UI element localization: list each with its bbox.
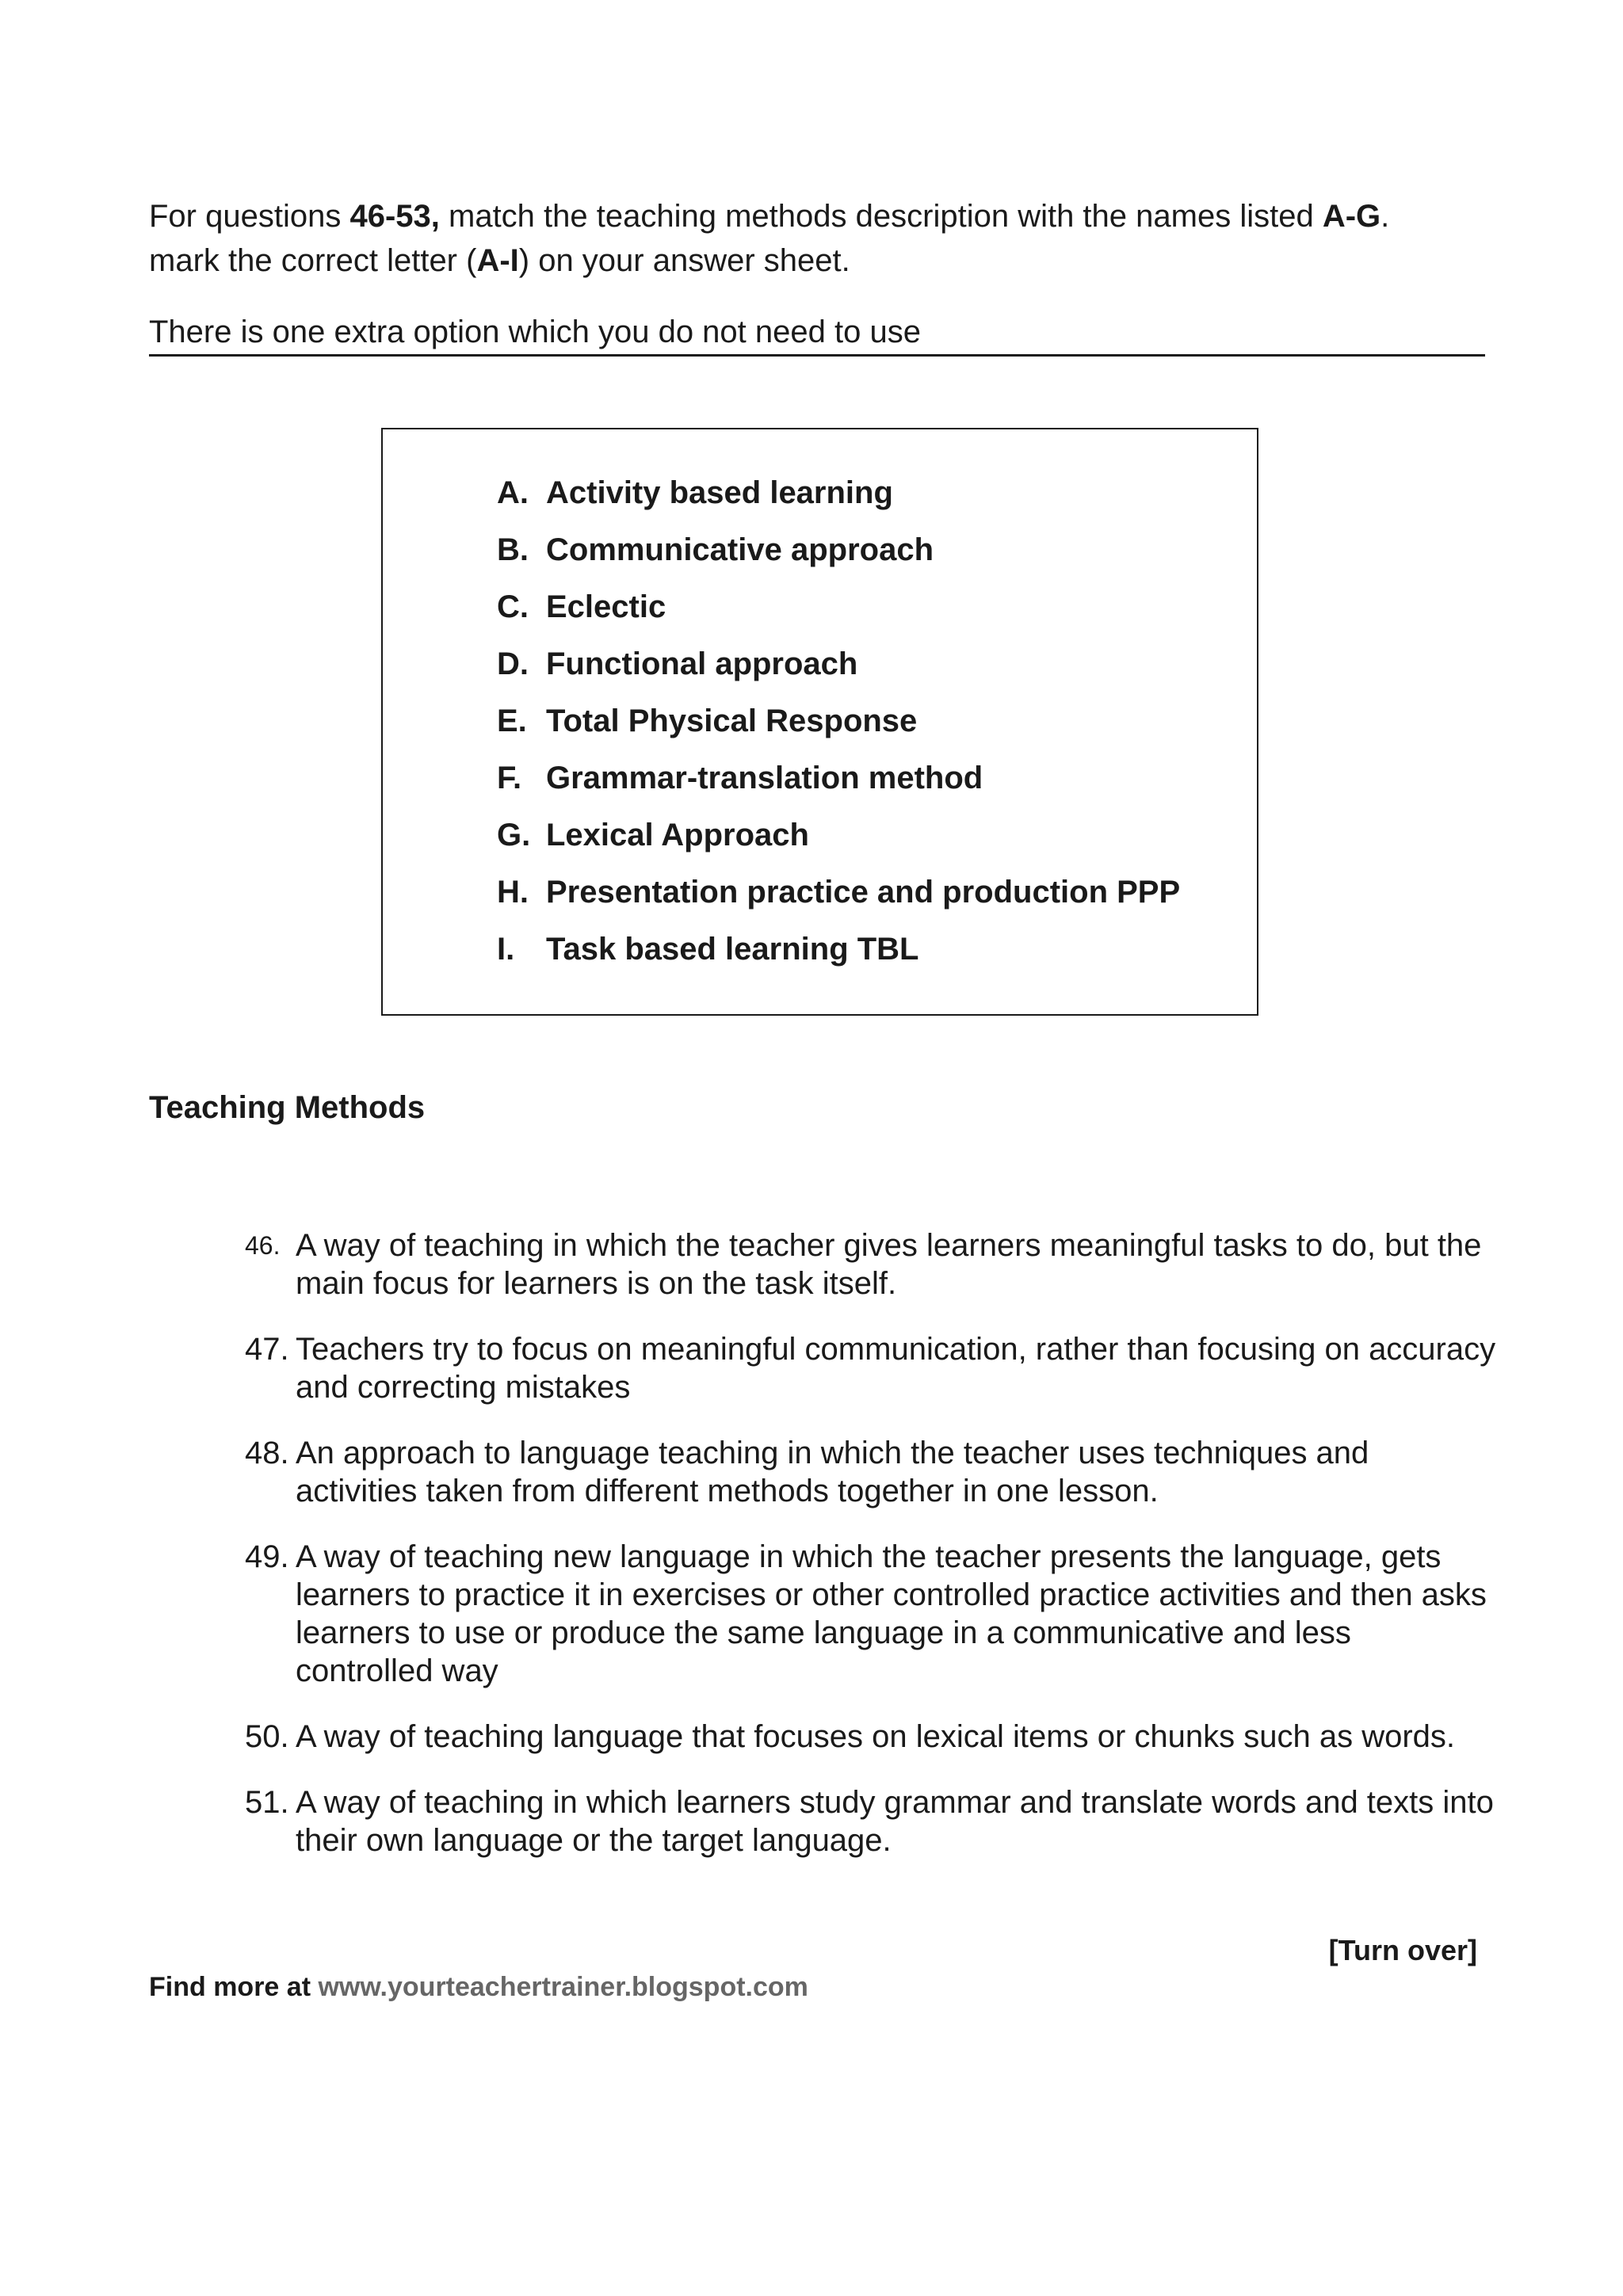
option-text: Functional approach (546, 646, 858, 681)
option-letter: E. (497, 704, 527, 738)
question-item (245, 1226, 1497, 1302)
option-item (497, 521, 1180, 578)
section-title: Teaching Methods (149, 1090, 426, 1125)
question-number: 48. (245, 1436, 289, 1470)
option-text: Task based learning TBL (546, 932, 919, 967)
option-text: Grammar-translation method (546, 761, 983, 795)
footer (149, 1968, 808, 2006)
question-number: 47. (245, 1332, 289, 1367)
option-text: Lexical Approach (546, 818, 809, 852)
option-text: Total Physical Response (546, 704, 918, 738)
instructions-text-4: mark the correct letter ( (149, 243, 477, 278)
answer-letters: A-I (476, 243, 519, 278)
footer-prefix: Find more at (149, 1972, 319, 2002)
option-item (497, 464, 1180, 521)
question-item (245, 1330, 1497, 1406)
option-letter: A. (497, 475, 529, 510)
question-text: Teachers try to focus on meaningful communication, rather than focusing on accuracy and correcting mistakes (296, 1332, 1496, 1405)
option-letter: H. (497, 875, 529, 910)
question-text: A way of teaching language that focuses on lexical items or chunks such as words. (296, 1719, 1456, 1754)
options-box (381, 428, 1258, 1016)
option-item (497, 921, 1180, 978)
option-text: Communicative approach (546, 532, 934, 567)
question-text: A way of teaching new language in which the teacher presents the language, gets learners to practice it in exercises or other controlled practice activities and then asks learners to use or produce the same language in a communicative and less controlled way (296, 1539, 1487, 1688)
option-item (497, 578, 1180, 635)
option-letter: F. (497, 761, 522, 795)
question-number: 51. (245, 1785, 289, 1820)
question-text: A way of teaching in which the teacher gives learners meaningful tasks to do, but the main focus for learners is on the task itself. (296, 1228, 1482, 1301)
instructions (149, 194, 1496, 283)
option-item (497, 692, 1180, 749)
option-item (497, 807, 1180, 864)
option-text: Activity based learning (546, 475, 893, 510)
option-item (497, 749, 1180, 807)
turn-over-label: [Turn over] (1328, 1934, 1477, 1966)
option-letter: D. (497, 646, 529, 681)
instructions-text-3: . (1381, 199, 1390, 234)
question-number: 49. (245, 1539, 289, 1574)
instructions-text-1: For questions (149, 199, 350, 234)
question-item (245, 1783, 1497, 1859)
question-range: 46-53, (349, 199, 440, 234)
question-text: An approach to language teaching in which the teacher uses techniques and activities taken from different methods together in one lesson. (296, 1436, 1369, 1508)
option-item (497, 864, 1180, 921)
question-list (245, 1226, 1497, 1887)
option-letter: B. (497, 532, 529, 567)
option-letter: I. (497, 932, 515, 967)
option-text: Eclectic (546, 589, 666, 624)
question-item (245, 1434, 1497, 1510)
question-number: 50. (245, 1719, 289, 1754)
option-text: Presentation practice and production PPP (546, 875, 1181, 910)
question-item (245, 1538, 1497, 1690)
question-number: 46. (245, 1231, 281, 1260)
extra-option-note: There is one extra option which you do not need to use (149, 311, 1485, 357)
names-range: A-G (1322, 199, 1381, 234)
instructions-text-2: match the teaching methods description with the names listed (439, 199, 1323, 234)
question-item (245, 1718, 1497, 1756)
option-letter: G. (497, 818, 531, 852)
instructions-text-5: ) on your answer sheet. (518, 243, 850, 278)
question-text: A way of teaching in which learners study grammar and translate words and texts into their own language or the target language. (296, 1785, 1494, 1858)
options-list (497, 464, 1180, 978)
option-letter: C. (497, 589, 529, 624)
option-item (497, 635, 1180, 692)
footer-link[interactable]: www.yourteachertrainer.blogspot.com (318, 1972, 808, 2002)
